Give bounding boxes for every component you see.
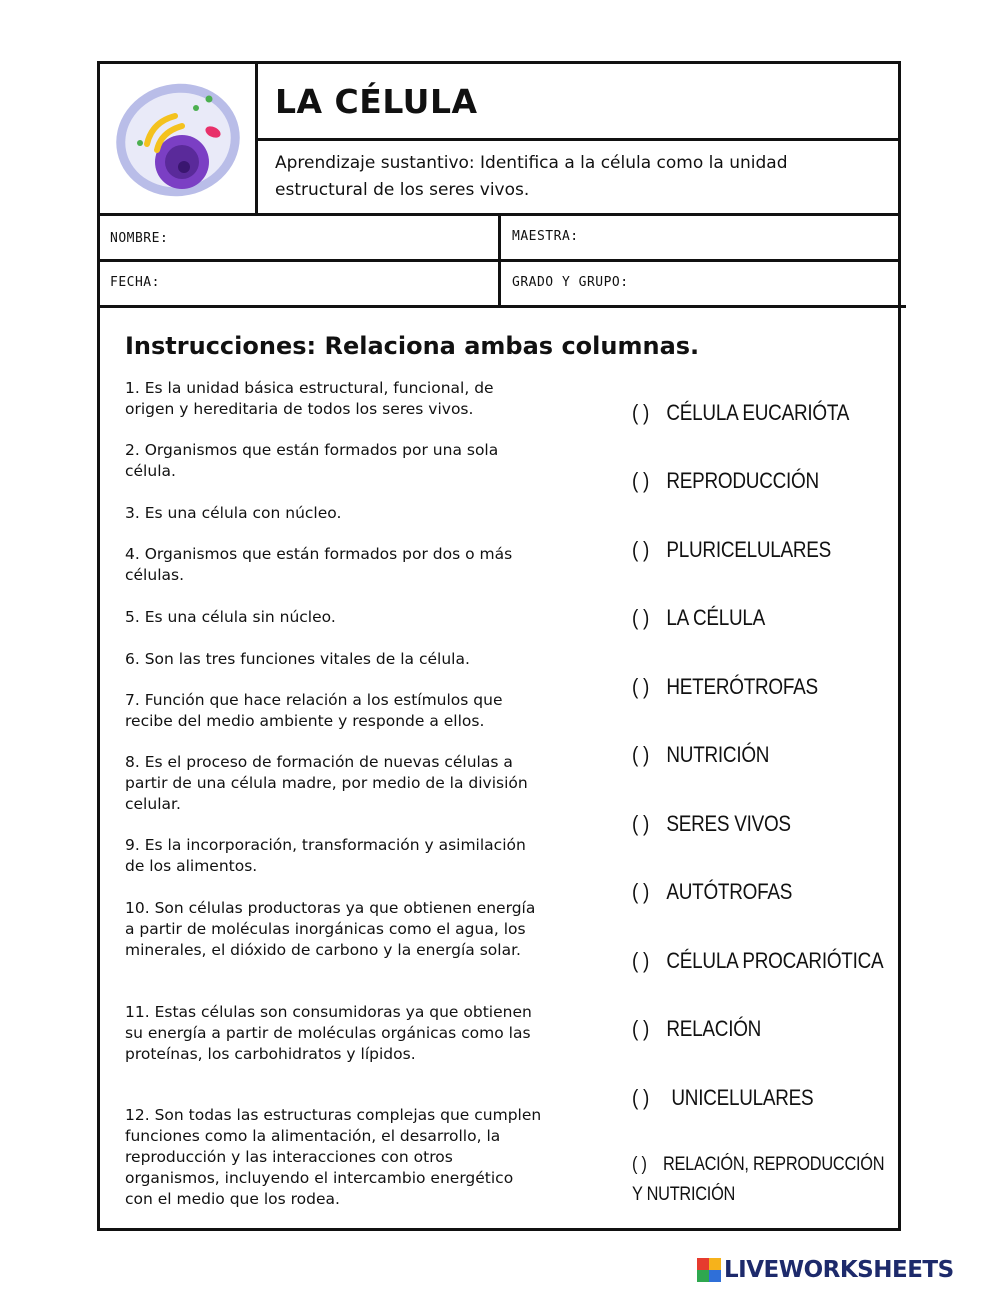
- question-8: 8. Es el proceso de formación de nuevas células a partir de una célula madre, por medio de la división celular.: [125, 753, 528, 813]
- divider-title: [257, 138, 901, 141]
- answer-blank[interactable]: ( ): [632, 742, 650, 767]
- question-7: 7. Función que hace relación a los estímulos que recibe del medio ambiente y responde a ellos.: [125, 691, 503, 730]
- page-title: LA CÉLULA: [275, 82, 478, 121]
- cell-dot-3: [137, 140, 143, 146]
- answer-blank[interactable]: ( ): [632, 605, 650, 630]
- answer-blank[interactable]: ( ): [632, 468, 650, 493]
- answer-label: UNICELULARES: [666, 1085, 814, 1110]
- answer-11: [632, 1085, 813, 1111]
- question-5: 5. Es una célula sin núcleo.: [125, 608, 336, 626]
- cell-dot-2: [193, 105, 199, 111]
- answer-6: [632, 742, 769, 768]
- cell-logo-cell: [100, 64, 257, 213]
- answer-4: [632, 605, 765, 631]
- answer-blank[interactable]: ( ): [632, 948, 650, 973]
- question-1: 1. Es la unidad básica estructural, funcional, de origen y hereditaria de todos los seres vivos.: [125, 379, 494, 418]
- answer-label: LA CÉLULA: [666, 605, 766, 630]
- answer-5: [632, 674, 818, 700]
- cell-icon: [100, 64, 257, 213]
- field-maestra-label: MAESTRA:: [512, 229, 579, 244]
- answer-label: HETERÓTROFAS: [666, 674, 818, 699]
- answer-blank[interactable]: ( ): [632, 1016, 650, 1041]
- liveworksheets-brand: LIVEWORKSHEETS: [724, 1257, 954, 1283]
- logo-square-green: [697, 1270, 709, 1282]
- learning-objective: Aprendizaje sustantivo: Identifica a la célula como la unidad estructural de los seres vivos.: [275, 153, 788, 200]
- answer-2: [632, 468, 819, 494]
- answer-blank[interactable]: ( ): [632, 811, 650, 836]
- question-3: 3. Es una célula con núcleo.: [125, 504, 342, 522]
- liveworksheets-icon: [697, 1258, 721, 1282]
- answer-blank[interactable]: ( ): [632, 879, 650, 904]
- cell-nucleolus: [178, 161, 190, 173]
- divider-fields-bottom: [97, 305, 906, 308]
- question-2: 2. Organismos que están formados por una sola célula.: [125, 441, 499, 480]
- logo-square-blue: [709, 1270, 721, 1282]
- answer-blank[interactable]: ( ): [632, 1085, 650, 1110]
- answer-9: [632, 948, 883, 974]
- field-grado-label: GRADO Y GRUPO:: [512, 275, 629, 290]
- question-12: 12. Son todas las estructuras complejas que cumplen funciones como la alimentación, el desarrollo, la reproducción y las interacciones con otros organismos, incluyendo el intercambio energético con el medio que los rodea.: [125, 1106, 542, 1208]
- answer-label: RELACIÓN, REPRODUCCIÓN Y NUTRICIÓN: [632, 1154, 885, 1205]
- logo-square-yellow: [709, 1258, 721, 1270]
- field-fecha-label: FECHA:: [110, 275, 160, 290]
- answer-3: [632, 537, 831, 563]
- answer-label: PLURICELULARES: [666, 537, 832, 562]
- logo-square-red: [697, 1258, 709, 1270]
- answer-12: [632, 1150, 890, 1210]
- question-6: 6. Son las tres funciones vitales de la célula.: [125, 650, 470, 668]
- field-nombre-label: NOMBRE:: [110, 231, 169, 246]
- answer-blank[interactable]: ( ): [632, 1154, 647, 1175]
- instructions-heading: Instrucciones: Relaciona ambas columnas.: [125, 332, 700, 360]
- answer-1: [632, 400, 849, 426]
- answer-10: [632, 1016, 761, 1042]
- question-9: 9. Es la incorporación, transformación y asimilación de los alimentos.: [125, 836, 526, 875]
- question-11: 11. Estas células son consumidoras ya que obtienen su energía a partir de moléculas orgánicas como las proteínas, los carbohidratos y lípidos.: [125, 1003, 532, 1063]
- liveworksheets-logo: [697, 1255, 954, 1285]
- question-10: 10. Son células productoras ya que obtienen energía a partir de moléculas inorgánicas como el agua, los minerales, el dióxido de carbono y la energía solar.: [125, 899, 536, 959]
- answer-label: CÉLULA EUCARIÓTA: [666, 400, 850, 425]
- answer-7: [632, 811, 791, 837]
- answer-label: REPRODUCCIÓN: [666, 468, 819, 493]
- answer-label: AUTÓTROFAS: [666, 879, 793, 904]
- cell-dot-1: [206, 96, 213, 103]
- answer-blank[interactable]: ( ): [632, 674, 650, 699]
- worksheet-frame: [97, 61, 901, 1231]
- divider-fields: [498, 213, 501, 308]
- answer-label: CÉLULA PROCARIÓTICA: [666, 948, 884, 973]
- answer-label: SERES VIVOS: [666, 811, 791, 836]
- answer-8: [632, 879, 792, 905]
- answer-label: NUTRICIÓN: [666, 742, 770, 767]
- question-4: 4. Organismos que están formados por dos o más células.: [125, 545, 513, 584]
- answer-blank[interactable]: ( ): [632, 537, 650, 562]
- answer-blank[interactable]: ( ): [632, 400, 650, 425]
- answer-label: RELACIÓN: [666, 1016, 762, 1041]
